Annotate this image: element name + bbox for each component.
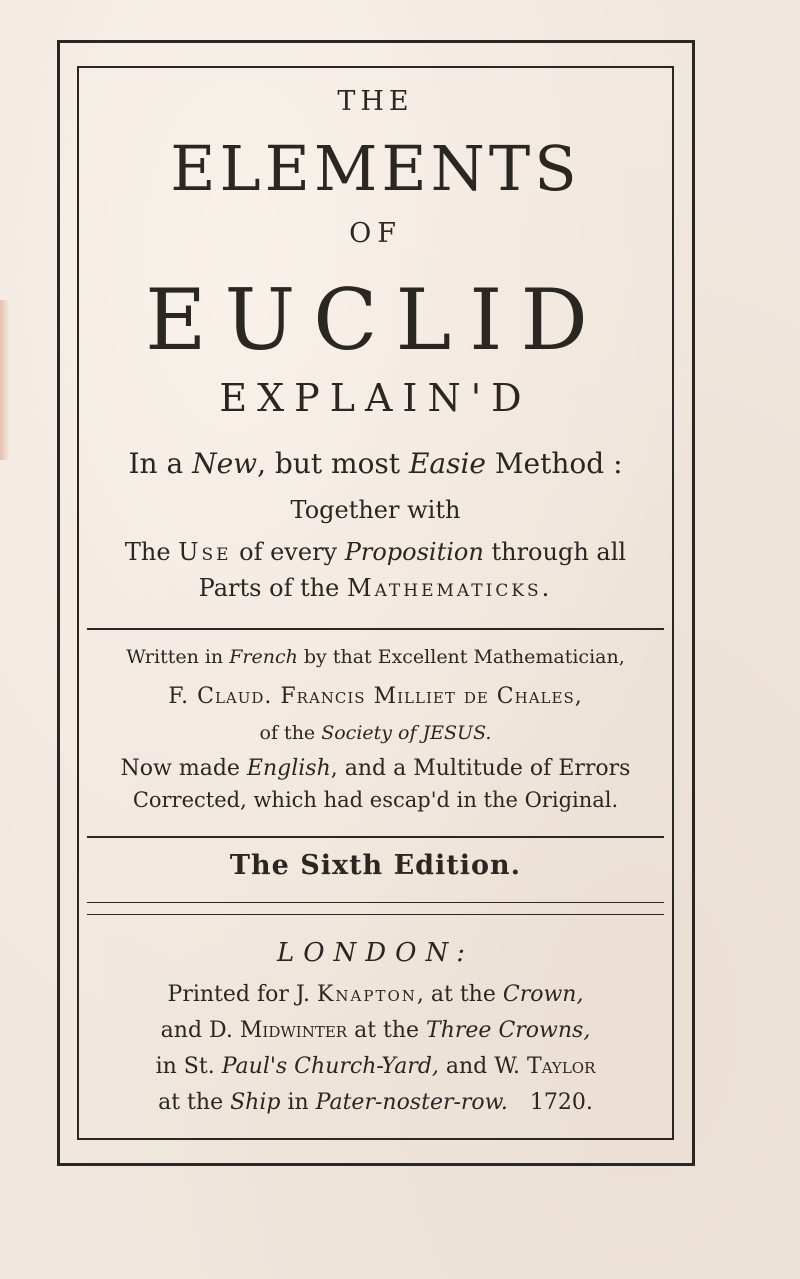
imprint-line-4 (79, 1092, 672, 1114)
subtitle-line-2: Together with (290, 496, 461, 524)
author-line-1 (79, 648, 672, 667)
text-span: Ship (230, 1090, 281, 1115)
text-span: Midwinter (239, 1018, 348, 1043)
text-span: Proposition (344, 538, 484, 566)
page-edge-stain (0, 300, 10, 460)
text-span: of every (231, 538, 345, 566)
title-content (79, 68, 672, 1138)
imprint-line-2 (79, 1020, 672, 1042)
author-line-3 (79, 724, 672, 743)
text-span: in St. (155, 1054, 222, 1079)
title-explaind: EXPLAIN'D (219, 376, 532, 420)
divider-rule-1 (87, 628, 664, 630)
text-span: Mathematicks. (347, 574, 553, 602)
text-span: in (280, 1090, 316, 1115)
text-span: 1720. (529, 1090, 593, 1115)
imprint-line-3 (79, 1056, 672, 1078)
text-span: Three Crowns, (426, 1018, 591, 1043)
text-span: Pater-noster-row. (315, 1090, 508, 1115)
text-span: Printed for J. (167, 982, 317, 1007)
text-span: Use (178, 538, 232, 566)
title-of: OF (349, 218, 402, 249)
divider-rule-3 (87, 902, 664, 903)
title-euclid: EUCLID (145, 271, 606, 369)
text-span: Method : (485, 447, 623, 480)
subtitle-line-3 (79, 540, 672, 564)
text-span: and W. (438, 1054, 528, 1079)
text-span: Knapton (316, 982, 417, 1007)
text-span: , but most (257, 447, 409, 480)
title-the: THE (337, 86, 414, 117)
subtitle-line-1 (79, 447, 672, 480)
title-elements: ELEMENTS (170, 132, 581, 205)
text-span: In a (128, 447, 193, 480)
subtitle-line-4 (79, 576, 672, 600)
text-span: by that Excellent Mathematician, (297, 646, 625, 668)
text-span: Society of JESUS. (321, 722, 492, 744)
text-span: Crown, (502, 982, 584, 1007)
text-span: of the (259, 722, 322, 744)
text-span: English (246, 756, 331, 781)
author-line-2: F. Claud. Francis Milliet de Chales, (168, 684, 583, 709)
text-span: at the (158, 1090, 231, 1115)
divider-rule-4 (87, 914, 664, 915)
imprint-line-1 (79, 984, 672, 1006)
text-span: and D. (160, 1018, 240, 1043)
text-span: Written in (126, 646, 230, 668)
text-span: Now made (120, 756, 247, 781)
text-span: French (229, 646, 298, 668)
text-span: through all (483, 538, 627, 566)
text-span: Paul's Church-Yard, (221, 1054, 439, 1079)
author-line-4 (79, 758, 672, 780)
text-span: Taylor (527, 1054, 596, 1079)
text-span: at the (347, 1018, 427, 1043)
edition-label: The Sixth Edition. (229, 850, 522, 881)
text-span: , at the (416, 982, 503, 1007)
text-span: Easie (408, 447, 486, 480)
text-span: Parts of the (198, 574, 348, 602)
text-span: , and a Multitude of Errors (330, 756, 631, 781)
text-span: New (192, 447, 258, 480)
text-span: The (124, 538, 179, 566)
author-line-5: Corrected, which had escap'd in the Original. (132, 788, 619, 812)
divider-rule-2 (87, 836, 664, 838)
imprint-city: LONDON: (276, 938, 475, 968)
